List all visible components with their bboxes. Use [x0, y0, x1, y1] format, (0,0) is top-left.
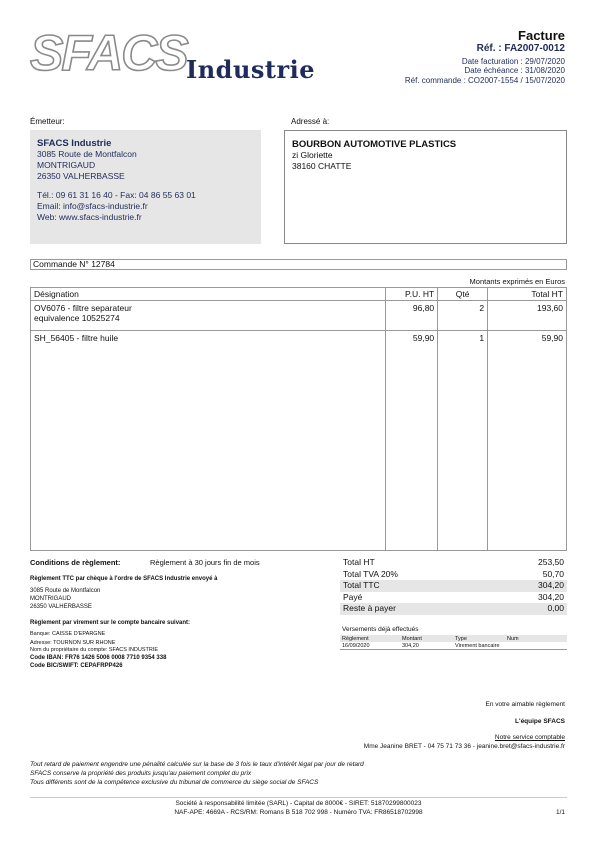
recipient-address-line: zi Gloriette — [292, 150, 333, 160]
payment-date: 16/09/2020 — [340, 642, 400, 650]
bic: Code BIC/SWIFT: CEPAFRPP426 — [30, 663, 123, 669]
recipient-address-line: 38160 CHATTE — [292, 161, 352, 171]
total-label: Total TTC — [340, 580, 489, 592]
total-value: 253,50 — [538, 557, 564, 568]
closing-contact: Mme Jeanine BRET - 04 75 71 73 36 - jeanine.bret@sfacs-industrie.fr — [363, 743, 565, 750]
total-value: 304,20 — [538, 591, 564, 602]
total-label: Reste à payer — [340, 603, 489, 615]
payment-type: Virement bancaire — [453, 642, 505, 650]
total-value: 304,20 — [489, 580, 567, 592]
footer-line: NAF-APE: 4669A - RCS/RM: Romans B 518 702 998 - Numéro TVA: FR86518702998 — [174, 809, 423, 816]
item-designation: OV6076 - filtre separateur — [34, 303, 132, 313]
totals-row — [340, 592, 567, 604]
emitter-address-line: MONTRIGAUD — [37, 160, 96, 170]
invoice-ref: Réf. : FA2007-0012 — [476, 43, 565, 54]
invoice-lines-table — [30, 287, 567, 551]
total-label: Payé — [343, 591, 363, 602]
item-quantity: 2 — [438, 301, 488, 331]
emitter-phone: Tél.: 09 61 31 16 40 - Fax: 04 86 55 63 01 — [37, 190, 196, 200]
item-quantity: 1 — [438, 331, 488, 551]
order-number: Commande N° 12784 — [30, 259, 567, 270]
item-designation: SH_56405 - filtre huile — [34, 333, 119, 343]
cheque-title: Règlement TTC par chèque à l'ordre de SFACS Industrie envoyé à — [30, 576, 218, 582]
logo-industrie: Industrie — [186, 55, 316, 84]
account-owner: Nom du propriétaire du compte: SFACS INDUSTRIE — [30, 647, 159, 653]
legal-line: Tout retard de paiement engendre une pénalité calculée sur la base de 3 fois le taux d'intérêt légal par jour de retard — [30, 761, 364, 768]
emitter-address-line: 3085 Route de Montfalcon — [37, 149, 137, 159]
bank-address: Adresse: TOURNON SUR RHONE — [30, 640, 116, 646]
col-total: Total HT — [488, 288, 567, 301]
footer-divider — [30, 797, 567, 798]
cheque-address-line: 3085 Route de Montfalcon — [30, 588, 101, 594]
conditions-label: Conditions de règlement: — [30, 558, 121, 567]
payments-col: Règlement — [340, 635, 400, 642]
item-unit-price: 59,90 — [386, 331, 438, 551]
payments-col: Montant — [400, 635, 453, 642]
currency-note: Montants exprimés en Euros — [469, 277, 565, 286]
emitter-address-line: 26350 VALHERBASSE — [37, 171, 125, 181]
col-quantity: Qté — [438, 288, 488, 301]
billing-date: Date facturation : 29/07/2020 — [461, 57, 565, 66]
table-row — [340, 642, 567, 650]
cheque-address-line: MONTRIGAUD — [30, 596, 71, 602]
totals-row — [340, 580, 567, 592]
col-designation: Désignation — [31, 288, 386, 301]
closing-service: Notre service comptable — [494, 734, 565, 741]
table-header-row — [31, 288, 567, 301]
totals-row — [340, 603, 567, 615]
iban: Code IBAN: FR76 1426 5006 0008 7710 9354 338 — [30, 655, 167, 661]
cheque-address-line: 26350 VALHERBASSE — [30, 604, 92, 610]
payments-col: Type — [453, 635, 505, 642]
recipient-label: Adressé à: — [291, 117, 330, 126]
page-number: 1/1 — [555, 809, 565, 816]
payment-amount: 304,20 — [400, 642, 453, 650]
emitter-label: Émetteur: — [30, 117, 65, 126]
conditions-value: Règlement à 30 jours fin de mois — [150, 558, 260, 567]
item-total: 193,60 — [488, 301, 567, 331]
item-unit-price: 96,80 — [386, 301, 438, 331]
payments-table — [340, 635, 567, 650]
table-row — [31, 301, 567, 331]
totals-table — [340, 557, 567, 615]
closing-team: L'équipe SFACS — [515, 718, 565, 725]
footer-line: Société à responsabilité limitée (SARL) - Capital de 8000€ - SIRET: 51870299800023 — [175, 800, 422, 807]
order-ref: Réf. commande : CO2007-1554 / 15/07/2020 — [404, 76, 565, 85]
payments-header-row — [340, 635, 567, 642]
closing-greeting: En votre aimable règlement — [485, 701, 565, 708]
bank-name: Banque: CAISSE D'EPARGNE — [30, 631, 106, 637]
legal-line: SFACS conserve la propriété des produits jusqu'au paiement complet du prix — [30, 770, 252, 777]
payments-title: Versements déjà effectués — [342, 626, 419, 633]
recipient-block — [284, 130, 567, 244]
logo-sfacs: SFACS — [30, 25, 187, 81]
total-value: 50,70 — [542, 568, 564, 579]
legal-line: Tous différents sont de la compétence exclusive du tribunal de commerce du siège social de SFACS — [30, 779, 319, 786]
totals-row — [340, 569, 567, 581]
totals-row — [340, 557, 567, 569]
total-value: 0,00 — [489, 603, 567, 615]
payment-num — [505, 642, 567, 650]
col-unit-price: P.U. HT — [386, 288, 438, 301]
item-designation-detail: equivalence 10525274 — [34, 313, 120, 323]
emitter-name: SFACS Industrie — [37, 138, 112, 149]
emitter-email: Email: info@sfacs-industrie.fr — [37, 201, 148, 211]
document-title: Facture — [518, 28, 565, 43]
due-date: Date échéance : 31/08/2020 — [464, 66, 565, 75]
transfer-title: Règlement par virement sur le compte bancaire suivant: — [30, 620, 191, 626]
emitter-web: Web: www.sfacs-industrie.fr — [37, 212, 142, 222]
total-label: Total TVA 20% — [343, 568, 398, 579]
emitter-block — [30, 130, 261, 244]
item-total: 59,90 — [488, 331, 567, 551]
payments-col: Num — [505, 635, 567, 642]
recipient-name: BOURBON AUTOMOTIVE PLASTICS — [292, 139, 457, 150]
total-label: Total HT — [343, 557, 375, 568]
table-row — [31, 331, 567, 551]
